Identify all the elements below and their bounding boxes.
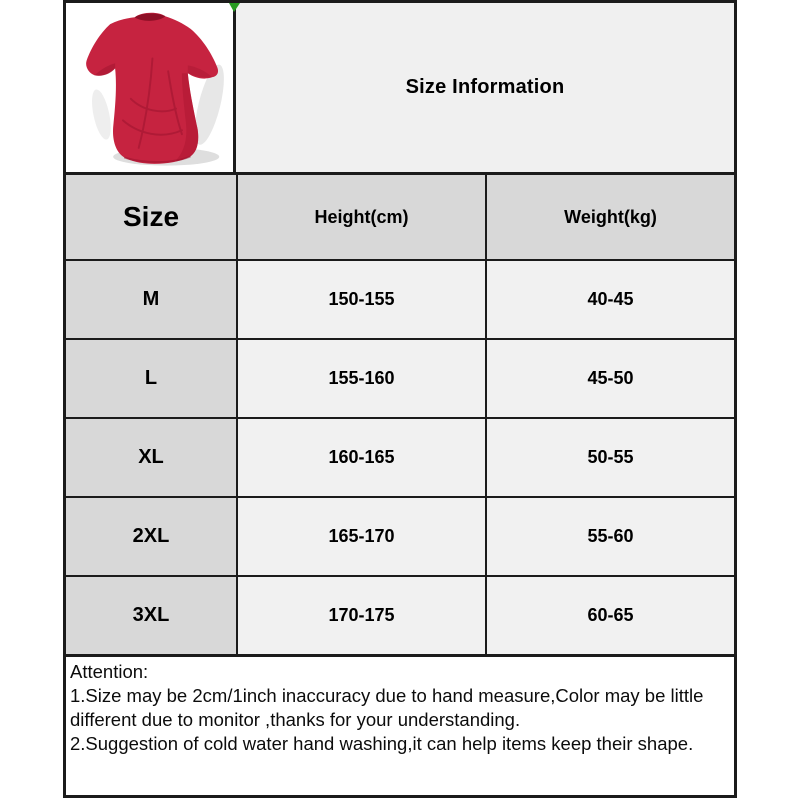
height-value-xl: 160-165 xyxy=(238,419,485,496)
attention-title: Attention: xyxy=(70,661,149,682)
height-value-l: 155-160 xyxy=(238,340,485,417)
red-tshirt-image xyxy=(66,3,233,172)
green-corner-marker-icon xyxy=(229,3,240,12)
attention-line-1: 1.Size may be 2cm/1inch inaccuracy due to hand measure,Color may be little xyxy=(70,685,704,706)
height-value-3xl: 170-175 xyxy=(238,577,485,654)
size-information-header-cell xyxy=(236,3,734,172)
weight-value-m: 40-45 xyxy=(487,261,734,338)
size-label-2xl: 2XL xyxy=(66,498,236,575)
weight-value-2xl: 55-60 xyxy=(487,498,734,575)
column-header-size: Size xyxy=(66,175,236,259)
attention-note xyxy=(66,654,734,795)
weight-value-l: 45-50 xyxy=(487,340,734,417)
size-table xyxy=(66,175,734,654)
weight-value-xl: 50-55 xyxy=(487,419,734,496)
attention-line-2: different due to monitor ,thanks for your understanding. xyxy=(70,709,521,730)
size-label-m: M xyxy=(66,261,236,338)
size-chart-sheet xyxy=(63,0,737,798)
size-label-3xl: 3XL xyxy=(66,577,236,654)
height-value-2xl: 165-170 xyxy=(238,498,485,575)
column-header-weight: Weight(kg) xyxy=(487,175,734,259)
top-band xyxy=(66,3,734,175)
product-photo-cell xyxy=(66,3,236,172)
size-label-xl: XL xyxy=(66,419,236,496)
weight-value-3xl: 60-65 xyxy=(487,577,734,654)
column-header-height: Height(cm) xyxy=(238,175,485,259)
attention-line-3: 2.Suggestion of cold water hand washing,it can help items keep their shape. xyxy=(70,733,694,754)
page-title: Size Information xyxy=(405,76,565,98)
height-value-m: 150-155 xyxy=(238,261,485,338)
size-label-l: L xyxy=(66,340,236,417)
